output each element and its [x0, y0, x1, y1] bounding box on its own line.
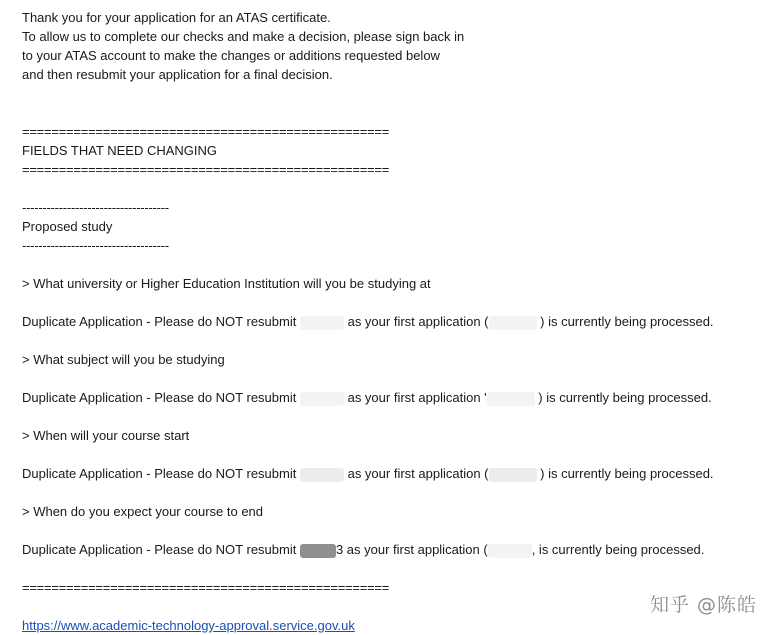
question-course-end: > When do you expect your course to end — [22, 504, 264, 519]
intro-line-2: To allow us to complete our checks and make a decision, please sign back in — [22, 29, 465, 44]
intro-line-3: to your ATAS account to make the changes or additions requested below — [22, 48, 440, 63]
answer-prefix: Duplicate Application - Please do NOT resubmit — [22, 466, 297, 481]
redacted-block — [488, 544, 532, 558]
answer-course-end — [22, 542, 704, 558]
answer-prefix: Duplicate Application - Please do NOT resubmit — [22, 390, 297, 405]
answer-prefix: Duplicate Application - Please do NOT resubmit — [22, 314, 297, 329]
redacted-block — [489, 468, 537, 482]
section-dash-top: ------------------------------------ — [22, 200, 169, 215]
redacted-block — [300, 544, 336, 558]
answer-middle: as your first application ( — [347, 466, 489, 481]
answer-middle: as your first application ( — [347, 314, 489, 329]
fields-heading: FIELDS THAT NEED CHANGING — [22, 143, 218, 158]
answer-suffix: ) is currently being processed. — [540, 466, 714, 481]
header-separator-bottom: ================================================== — [22, 162, 390, 177]
question-university: > What university or Higher Education Institution will you be studying at — [22, 276, 431, 291]
redacted-block — [300, 316, 344, 330]
atas-website-link[interactable]: https://www.academic-technology-approval.service.gov.uk — [22, 618, 355, 633]
section-dash-bottom: ------------------------------------ — [22, 238, 169, 253]
redacted-block — [487, 392, 535, 406]
redacted-block — [300, 468, 344, 482]
answer-suffix: , is currently being processed. — [531, 542, 705, 557]
answer-suffix: ) is currently being processed. — [538, 390, 712, 405]
header-separator-top: ================================================== — [22, 124, 390, 139]
answer-subject — [22, 390, 712, 406]
question-subject: > What subject will you be studying — [22, 352, 225, 367]
intro-line-1: Thank you for your application for an ATAS certificate. — [22, 10, 331, 25]
answer-prefix: Duplicate Application - Please do NOT resubmit — [22, 542, 297, 557]
answer-suffix: ) is currently being processed. — [540, 314, 714, 329]
redacted-block — [300, 392, 344, 406]
footer-separator: ================================================== — [22, 580, 390, 595]
zhihu-watermark: 知乎 @陈皓 — [649, 594, 757, 616]
intro-line-4: and then resubmit your application for a final decision. — [22, 67, 333, 82]
answer-university — [22, 314, 714, 330]
answer-middle: 3 as your first application ( — [335, 542, 488, 557]
answer-middle: as your first application ' — [347, 390, 487, 405]
section-title: Proposed study — [22, 219, 113, 234]
answer-course-start — [22, 466, 714, 482]
redacted-block — [489, 316, 537, 330]
question-course-start: > When will your course start — [22, 428, 190, 443]
